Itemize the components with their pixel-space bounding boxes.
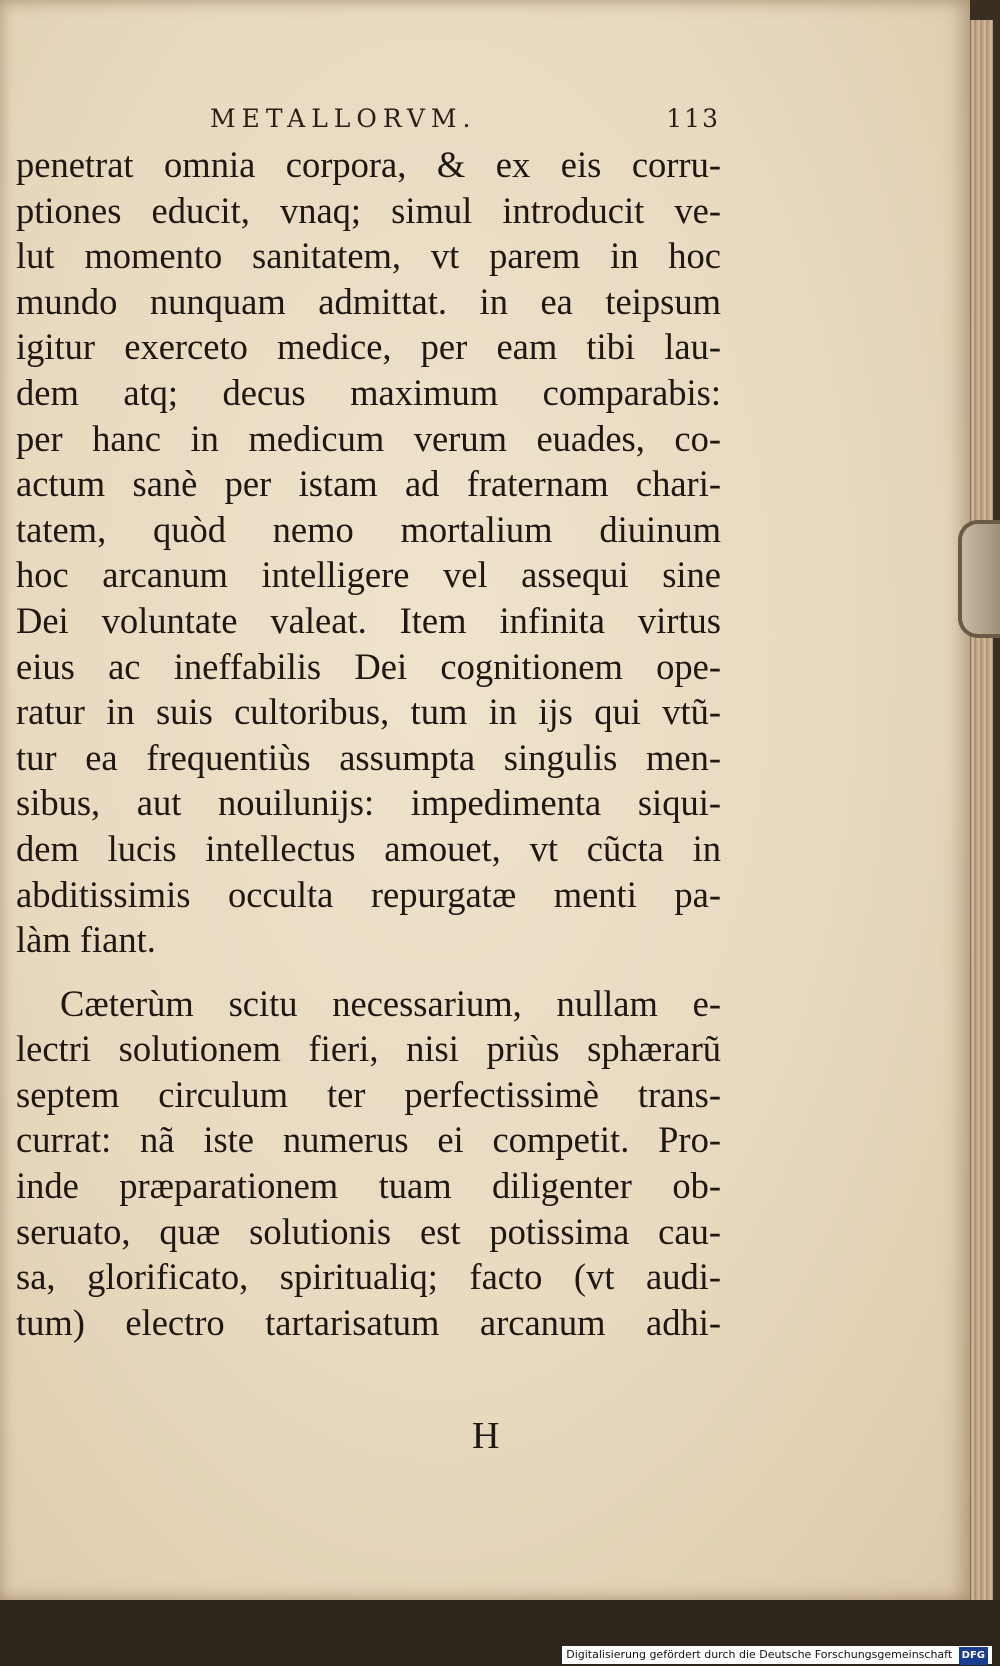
text-line: lut momento sanitatem, vt parem in hoc [16,235,721,277]
text-line: mundo nunquam admittat. in ea teipsum [16,280,721,322]
text-line: Cæterùm scitu necessarium, nullam e- [60,982,721,1024]
dfg-logo: DFG [959,1647,988,1665]
running-title: METALLORVM. [210,104,477,133]
text-line: Dei voluntate valeat. Item infinita virtus [16,599,721,641]
text-line: igitur exerceto medice, per eam tibi lau- [16,326,721,368]
text-line: hoc arcanum intelligere vel assequi sine [16,554,721,596]
text-line: per hanc in medicum verum euades, co- [16,417,721,459]
page-edge-stack [970,20,993,1605]
text-line: eius ac ineffabilis Dei cognitionem ope- [16,645,721,687]
page-header [200,104,720,144]
body-text [16,142,721,1345]
text-line: sa, glorificato, spiritualiq; facto (vt audi- [16,1256,721,1298]
text-line: currat: nã iste numerus ei competit. Pro- [16,1119,721,1161]
text-line: penetrat omnia corpora, & ex eis corru- [16,144,721,185]
credit-text: Digitalisierung gefördert durch die Deutsche Forschungsgemeinschaft [566,1648,953,1661]
signature-mark: H [472,1415,500,1457]
text-line: inde præparationem tuam diligenter ob- [16,1165,721,1207]
paragraph-1 [16,142,721,963]
text-line: abditissimis occulta repurgatæ menti pa- [16,873,721,915]
text-line: dem atq; decus maximum comparabis: [16,371,721,413]
text-line: dem lucis intellectus amouet, vt cũcta in [16,827,721,869]
text-line: seruato, quæ solutionis est potissima cau- [16,1210,721,1252]
book-clasp [958,520,1000,638]
paragraph-2 [16,981,721,1346]
text-line: làm fiant. [16,919,156,961]
text-line: ptiones educit, vnaq; simul introducit ve- [16,189,721,231]
digitization-credit [562,1646,992,1664]
text-line: lectri solutionem fieri, nisi priùs sphærarũ [16,1028,721,1070]
text-line: actum sanè per istam ad fraternam chari- [16,463,721,505]
paragraph-gap [16,963,721,981]
page-number: 113 [666,104,720,133]
text-line: ratur in suis cultoribus, tum in ijs qui vtũ- [16,691,721,733]
text-line: tum) electro tartarisatum arcanum adhi- [16,1301,721,1343]
text-line: sibus, aut nouilunijs: impedimenta siqui- [16,782,721,824]
text-line: septem circulum ter perfectissimè trans- [16,1073,721,1115]
text-line: tatem, quòd nemo mortalium diuinum [16,508,721,550]
text-line: tur ea frequentiùs assumpta singulis men- [16,736,721,778]
